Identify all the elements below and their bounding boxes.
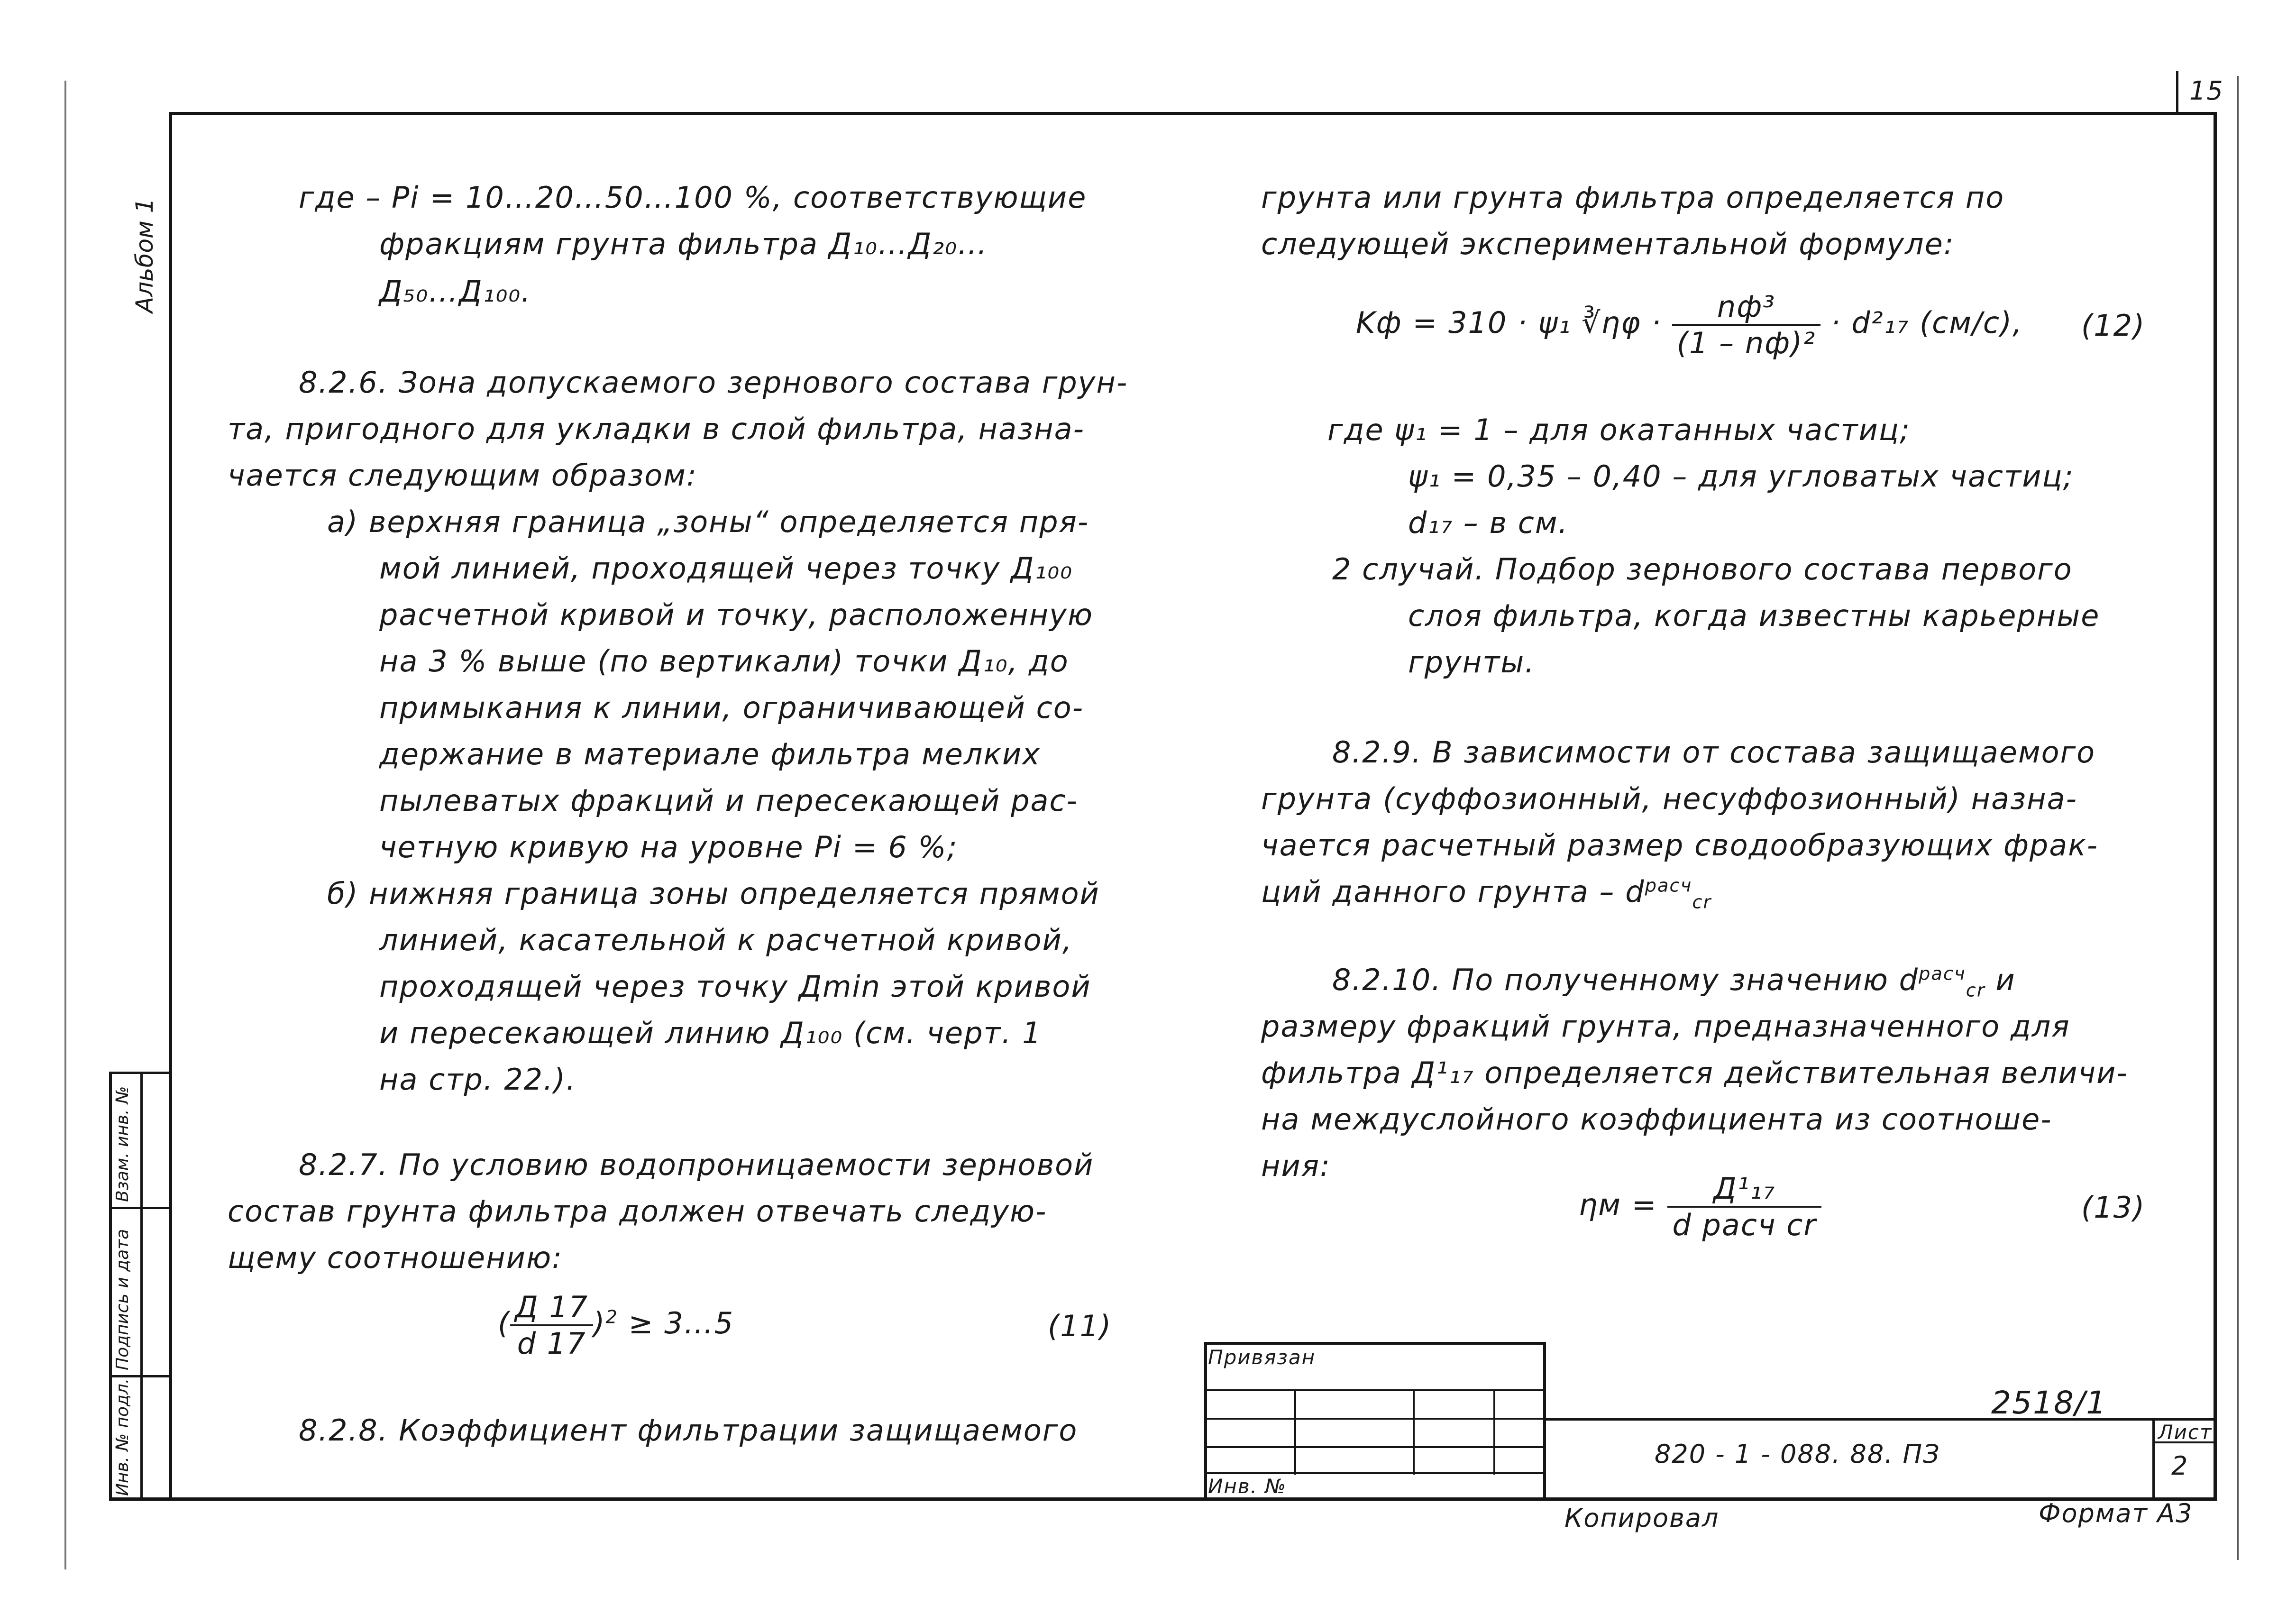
left-line-4: та, пригодного для укладки в слой фильтра, назна- bbox=[228, 412, 1085, 446]
left-line-10: примыкания к линии, ограничивающей со- bbox=[379, 690, 1084, 725]
left-line-20: состав грунта фильтра должен отвечать следую- bbox=[228, 1194, 1047, 1229]
suffix-i: и bbox=[1995, 963, 2016, 997]
left-line-12: пылеватых фракций и пересекающей рас- bbox=[379, 783, 1078, 818]
stamp-label-vzam: Взам. инв. № bbox=[113, 1086, 132, 1202]
stamp-div-2 bbox=[109, 1375, 172, 1377]
rasch-sup-1: расч bbox=[1645, 875, 1692, 897]
tb-col-3 bbox=[1493, 1389, 1495, 1475]
frame-bottom bbox=[109, 1497, 2217, 1501]
right-line-12: 8.2.10. По полученному значению $d^{расч}_{cr}$ и bbox=[1332, 963, 2016, 1001]
tb-privyazan-left bbox=[1204, 1342, 1207, 1498]
left-line-8: расчетной кривой и точку, расположенную bbox=[379, 597, 1094, 632]
right-line-11: ций данного грунта – $d^{расч}_{cr}$ bbox=[1261, 874, 1712, 913]
side-label: Альбом 1 bbox=[131, 198, 158, 313]
right-line-9: грунта (суффозионный, несуффозионный) назна- bbox=[1261, 781, 2078, 816]
right-line-7: грунты. bbox=[1408, 645, 1535, 679]
page-number-box-left bbox=[2176, 71, 2178, 114]
left-line-0: где – Pi = 10…20…50…100 %, соответствующие bbox=[299, 180, 1087, 215]
stamp-col-mid bbox=[140, 1072, 143, 1501]
formula-11-rhs: ≥ 3…5 bbox=[628, 1306, 734, 1341]
tb-sheet-label: Лист bbox=[2158, 1421, 2213, 1444]
cr-sub-2: cr bbox=[1966, 980, 1985, 1001]
formula-11-label: (11) bbox=[1048, 1309, 1112, 1343]
right-line-2: где ψ₁ = 1 – для окатанных частиц; bbox=[1327, 413, 1911, 447]
left-line-9: на 3 % выше (по вертикали) точки Д₁₀, до bbox=[379, 644, 1069, 679]
outer-right-edge bbox=[2237, 76, 2239, 1560]
right-line-16: ния: bbox=[1261, 1148, 1331, 1183]
right-line-8: 8.2.9. В зависимости от состава защищаемого bbox=[1332, 735, 2096, 770]
tb-inv-no: Инв. № bbox=[1208, 1475, 1287, 1498]
tb-main-top bbox=[1546, 1418, 2215, 1421]
frame-left bbox=[169, 112, 172, 1501]
page-number: 15 bbox=[2189, 76, 2224, 106]
left-line-3: 8.2.6. Зона допускаемого зернового состава грун- bbox=[299, 365, 1128, 400]
tb-handwritten: 2518/1 bbox=[1991, 1385, 2107, 1421]
tb-format: Формат А3 bbox=[2039, 1498, 2193, 1528]
left-line-13: четную кривую на уровне Pi = 6 %; bbox=[379, 830, 958, 864]
tb-privyazan: Привязан bbox=[1208, 1346, 1316, 1369]
formula-13-label: (13) bbox=[2081, 1190, 2146, 1225]
formula-11-den: d 17 bbox=[517, 1326, 586, 1361]
left-line-14: б) нижняя граница зоны определяется прямой bbox=[327, 876, 1100, 911]
left-line-1: фракциям грунта фильтра Д₁₀…Д₂₀… bbox=[379, 227, 988, 261]
formula-12-label: (12) bbox=[2081, 308, 2146, 343]
tb-copied: Копировал bbox=[1564, 1503, 1720, 1533]
stamp-label-inv: Инв. № подл. bbox=[113, 1378, 132, 1496]
formula-13-num: Д¹₁₇ bbox=[1667, 1171, 1821, 1208]
right-line-0: грунта или грунта фильтра определяется по bbox=[1261, 180, 2005, 215]
frame-top bbox=[169, 112, 2217, 115]
right-line-1: следующей экспериментальной формуле: bbox=[1261, 227, 1955, 261]
right-line-3: ψ₁ = 0,35 – 0,40 – для угловатых частиц; bbox=[1408, 459, 2074, 494]
right-line-15: на междуслойного коэффициента из соотноше- bbox=[1261, 1102, 2052, 1137]
left-line-6: а) верхняя граница „зоны“ определяется пря- bbox=[327, 505, 1089, 539]
formula-12 bbox=[1356, 289, 2023, 360]
rasch-sup-2: расч bbox=[1918, 963, 1966, 985]
left-line-21: щему соотношению: bbox=[228, 1240, 563, 1275]
left-line-7: мой линией, проходящей через точку Д₁₀₀ bbox=[379, 551, 1073, 586]
stamp-label-podpis: Подпись и дата bbox=[113, 1229, 132, 1370]
formula-11: ( $\frac{Д 17}{d 17}$ )$^2$ ≥ 3…5 bbox=[498, 1290, 734, 1361]
right-line-14: фильтра Д¹₁₇ определяется действительная величи- bbox=[1261, 1055, 2128, 1090]
left-line-17: и пересекающей линию Д₁₀₀ (см. черт. 1 bbox=[379, 1016, 1042, 1050]
left-line-22: 8.2.8. Коэффициент фильтрации защищаемого bbox=[299, 1413, 1078, 1448]
left-line-16: проходящей через точку Дmin этой кривой bbox=[379, 969, 1091, 1004]
tb-col-2 bbox=[1413, 1389, 1415, 1475]
left-line-5: чается следующим образом: bbox=[228, 458, 697, 493]
formula-12-den: (1 – nф)² bbox=[1676, 326, 1816, 360]
tb-designation: 820 - 1 - 088. 88. ПЗ bbox=[1655, 1439, 1940, 1469]
tb-col-1 bbox=[1294, 1389, 1296, 1475]
tb-privyazan-top bbox=[1204, 1342, 1546, 1345]
formula-12-lhs: Kф = 310 · ψ₁ ∛ηφ · bbox=[1356, 305, 1662, 340]
cr-sub-1: cr bbox=[1692, 891, 1712, 913]
stamp-col-left bbox=[109, 1072, 112, 1501]
left-line-15: линией, касательной к расчетной кривой, bbox=[379, 923, 1073, 957]
tb-sheet-left bbox=[2152, 1418, 2155, 1498]
left-line-2: Д₅₀…Д₁₀₀. bbox=[379, 274, 531, 309]
right-line-6: слоя фильтра, когда известны карьерные bbox=[1408, 598, 2100, 633]
stamp-top bbox=[109, 1072, 172, 1074]
formula-11-num: Д 17 bbox=[510, 1290, 593, 1326]
formula-13-lhs: ηм = bbox=[1579, 1187, 1657, 1222]
left-line-19: 8.2.7. По условию водопроницаемости зерновой bbox=[299, 1147, 1094, 1182]
formula-13 bbox=[1579, 1171, 1821, 1242]
frame-right bbox=[2214, 112, 2217, 1501]
right-line-4: d₁₇ – в см. bbox=[1408, 505, 1569, 540]
right-line-10: чается расчетный размер сводообразующих фрак- bbox=[1261, 828, 2099, 862]
tb-main-left bbox=[1543, 1342, 1546, 1498]
right-line-5: 2 случай. Подбор зернового состава первого bbox=[1332, 552, 2073, 587]
left-line-11: держание в материале фильтра мелких bbox=[379, 737, 1041, 771]
right-line-13: размеру фракций грунта, предназначенного для bbox=[1261, 1009, 2070, 1044]
stamp-div-1 bbox=[109, 1207, 172, 1209]
formula-13-den: d расч cr bbox=[1672, 1208, 1817, 1242]
formula-12-tail: · d²₁₇ (см/с), bbox=[1830, 305, 2023, 340]
tb-sheet: 2 bbox=[2171, 1451, 2189, 1481]
left-line-18: на стр. 22.). bbox=[379, 1062, 576, 1097]
outer-left-edge bbox=[64, 81, 66, 1569]
formula-12-num: nф³ bbox=[1672, 289, 1820, 326]
